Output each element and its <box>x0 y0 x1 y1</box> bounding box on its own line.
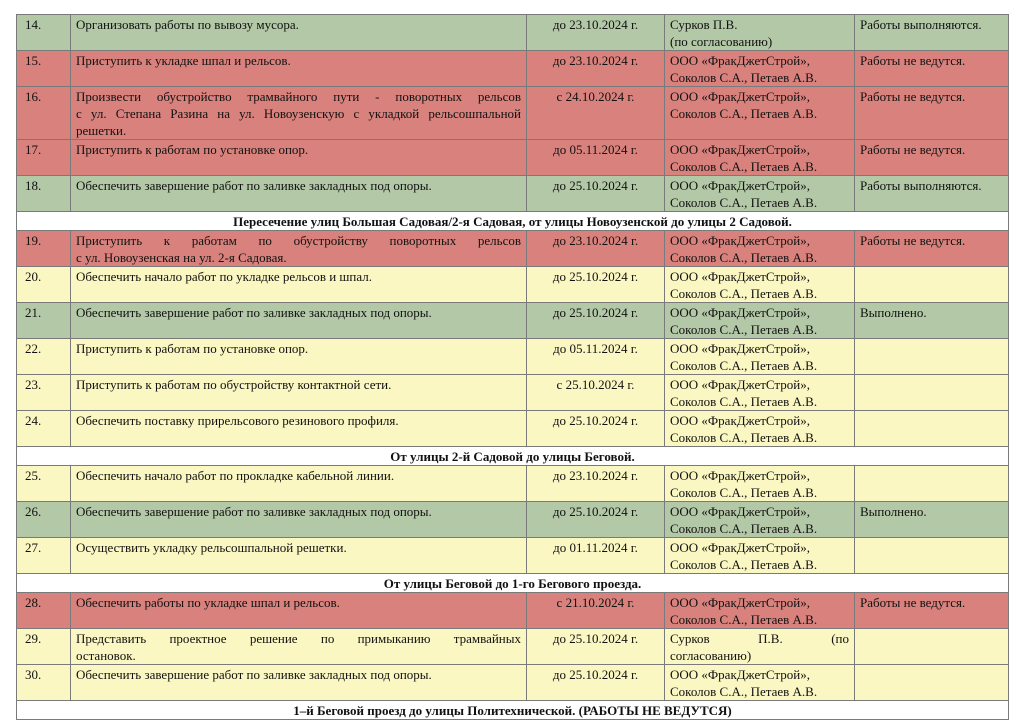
task-text-line: Обеспечить завершение работ по заливке закладных под опоры. <box>76 504 432 519</box>
responsible-text-line: (по согласованию) <box>670 34 773 49</box>
deadline-cell: до 05.11.2024 г. <box>527 140 665 176</box>
task-cell <box>71 411 527 447</box>
row-number: 30. <box>17 665 71 701</box>
task-text-line: Приступить к укладке шпал и рельсов. <box>76 53 291 68</box>
table-row <box>17 502 1009 538</box>
deadline-cell: до 25.10.2024 г. <box>527 665 665 701</box>
responsible-text-line: ООО «ФракДжетСтрой», <box>670 233 810 248</box>
row-number: 16. <box>17 87 71 140</box>
status-cell <box>855 466 1009 502</box>
responsible-cell <box>665 629 855 665</box>
table-row <box>17 593 1009 629</box>
task-cell <box>71 466 527 502</box>
task-text-line: с ул. Степана Разина на ул. Новоузенскую с укладкой рельсошпальной <box>76 106 521 121</box>
task-text-line: Обеспечить завершение работ по заливке закладных под опоры. <box>76 305 432 320</box>
deadline-cell: до 25.10.2024 г. <box>527 411 665 447</box>
responsible-cell <box>665 303 855 339</box>
deadline-cell: до 01.11.2024 г. <box>527 538 665 574</box>
task-cell <box>71 502 527 538</box>
responsible-cell <box>665 339 855 375</box>
responsible-text-line: Соколов С.А., Петаев А.В. <box>670 195 818 210</box>
responsible-text-line: Соколов С.А., Петаев А.В. <box>670 521 818 536</box>
table-row <box>17 303 1009 339</box>
task-text-line: Приступить к работам по установке опор. <box>76 142 309 157</box>
row-number: 23. <box>17 375 71 411</box>
row-number: 29. <box>17 629 71 665</box>
task-cell <box>71 51 527 87</box>
task-cell <box>71 87 527 140</box>
responsible-text-line: Соколов С.А., Петаев А.В. <box>670 557 818 572</box>
row-number: 25. <box>17 466 71 502</box>
status-cell <box>855 267 1009 303</box>
status-cell: Работы не ведутся. <box>855 51 1009 87</box>
responsible-text-line: ООО «ФракДжетСтрой», <box>670 89 810 104</box>
section-title: От улицы Беговой до 1-го Бегового проезда. <box>17 574 1009 593</box>
status-cell: Работы не ведутся. <box>855 231 1009 267</box>
responsible-text-line: ООО «ФракДжетСтрой», <box>670 269 810 284</box>
responsible-text-line: Соколов С.А., Петаев А.В. <box>670 358 818 373</box>
responsible-text-line: ООО «ФракДжетСтрой», <box>670 504 810 519</box>
responsible-cell <box>665 466 855 502</box>
deadline-cell: до 23.10.2024 г. <box>527 466 665 502</box>
row-number: 28. <box>17 593 71 629</box>
row-number: 27. <box>17 538 71 574</box>
responsible-text-line: Соколов С.А., Петаев А.В. <box>670 430 818 445</box>
responsible-cell <box>665 375 855 411</box>
responsible-text-line: ООО «ФракДжетСтрой», <box>670 142 810 157</box>
status-cell <box>855 411 1009 447</box>
responsible-text-line: Соколов С.А., Петаев А.В. <box>670 684 818 699</box>
table-row <box>17 176 1009 212</box>
task-text-line: Приступить к работам по обустройству поворотных рельсов <box>76 233 521 248</box>
status-cell: Выполнено. <box>855 502 1009 538</box>
deadline-cell: с 25.10.2024 г. <box>527 375 665 411</box>
row-number: 20. <box>17 267 71 303</box>
deadline-cell: до 23.10.2024 г. <box>527 51 665 87</box>
deadline-cell: до 23.10.2024 г. <box>527 231 665 267</box>
status-cell: Работы выполняются. <box>855 15 1009 51</box>
responsible-text-line: ООО «ФракДжетСтрой», <box>670 377 810 392</box>
section-title: 1–й Беговой проезд до улицы Политехнической. (РАБОТЫ НЕ ВЕДУТСЯ) <box>17 701 1009 720</box>
task-text-line: Обеспечить работы по укладке шпал и рельсов. <box>76 595 340 610</box>
deadline-cell: с 24.10.2024 г. <box>527 87 665 140</box>
task-text-line: Обеспечить завершение работ по заливке закладных под опоры. <box>76 178 432 193</box>
task-text-line: с ул. Новоузенская на ул. 2-я Садовая. <box>76 250 287 265</box>
task-cell <box>71 176 527 212</box>
deadline-cell: до 25.10.2024 г. <box>527 303 665 339</box>
status-cell <box>855 665 1009 701</box>
task-cell <box>71 339 527 375</box>
status-cell <box>855 339 1009 375</box>
deadline-cell: до 25.10.2024 г. <box>527 502 665 538</box>
row-number: 26. <box>17 502 71 538</box>
table-row <box>17 538 1009 574</box>
section-title: Пересечение улиц Большая Садовая/2-я Садовая, от улицы Новоузенской до улицы 2 Садовой. <box>17 212 1009 231</box>
responsible-text-line: Соколов С.А., Петаев А.В. <box>670 612 818 627</box>
status-cell <box>855 375 1009 411</box>
task-text-line: Представить проектное решение по примыканию трамвайных <box>76 631 521 646</box>
responsible-cell <box>665 411 855 447</box>
responsible-cell <box>665 87 855 140</box>
task-text-line: Обеспечить поставку прирельсового резинового профиля. <box>76 413 399 428</box>
row-number: 19. <box>17 231 71 267</box>
table-row <box>17 665 1009 701</box>
responsible-cell <box>665 267 855 303</box>
section-header-row <box>17 447 1009 466</box>
section-title: От улицы 2-й Садовой до улицы Беговой. <box>17 447 1009 466</box>
section-header-row <box>17 574 1009 593</box>
status-cell <box>855 538 1009 574</box>
responsible-text-line: ООО «ФракДжетСтрой», <box>670 341 810 356</box>
task-text-line: Обеспечить завершение работ по заливке закладных под опоры. <box>76 667 432 682</box>
deadline-cell: до 25.10.2024 г. <box>527 267 665 303</box>
responsible-text-line: согласованию) <box>670 648 752 663</box>
responsible-text-line: ООО «ФракДжетСтрой», <box>670 595 810 610</box>
responsible-cell <box>665 538 855 574</box>
deadline-cell: до 25.10.2024 г. <box>527 629 665 665</box>
table-row <box>17 140 1009 176</box>
schedule-table <box>16 14 1009 720</box>
responsible-text-line: ООО «ФракДжетСтрой», <box>670 468 810 483</box>
task-cell <box>71 267 527 303</box>
responsible-text-line: ООО «ФракДжетСтрой», <box>670 305 810 320</box>
responsible-text-line: Соколов С.А., Петаев А.В. <box>670 286 818 301</box>
deadline-cell: до 05.11.2024 г. <box>527 339 665 375</box>
task-text-line: Организовать работы по вывозу мусора. <box>76 17 299 32</box>
section-header-row <box>17 212 1009 231</box>
section-header-row <box>17 701 1009 720</box>
responsible-text-line: ООО «ФракДжетСтрой», <box>670 667 810 682</box>
row-number: 21. <box>17 303 71 339</box>
row-number: 22. <box>17 339 71 375</box>
table-row <box>17 87 1009 140</box>
table-row <box>17 411 1009 447</box>
responsible-cell <box>665 140 855 176</box>
row-number: 15. <box>17 51 71 87</box>
task-cell <box>71 303 527 339</box>
responsible-text-line: ООО «ФракДжетСтрой», <box>670 178 810 193</box>
status-cell: Работы не ведутся. <box>855 140 1009 176</box>
table-row <box>17 51 1009 87</box>
status-cell: Работы выполняются. <box>855 176 1009 212</box>
responsible-text-line: Соколов С.А., Петаев А.В. <box>670 322 818 337</box>
responsible-cell <box>665 593 855 629</box>
status-cell: Выполнено. <box>855 303 1009 339</box>
task-text-line: Осуществить укладку рельсошпальной решетки. <box>76 540 347 555</box>
responsible-text-line: ООО «ФракДжетСтрой», <box>670 540 810 555</box>
responsible-text-line: Соколов С.А., Петаев А.В. <box>670 70 818 85</box>
responsible-text-line: Соколов С.А., Петаев А.В. <box>670 485 818 500</box>
row-number: 14. <box>17 15 71 51</box>
task-cell <box>71 593 527 629</box>
task-text-line: Приступить к работам по обустройству контактной сети. <box>76 377 392 392</box>
task-cell <box>71 140 527 176</box>
task-cell <box>71 665 527 701</box>
task-cell <box>71 231 527 267</box>
responsible-text-line: Сурков П.В. <box>670 17 738 32</box>
table-row <box>17 339 1009 375</box>
deadline-cell: до 25.10.2024 г. <box>527 176 665 212</box>
task-cell <box>71 15 527 51</box>
responsible-text-line: Соколов С.А., Петаев А.В. <box>670 106 818 121</box>
responsible-text-line: ООО «ФракДжетСтрой», <box>670 413 810 428</box>
deadline-cell: с 21.10.2024 г. <box>527 593 665 629</box>
status-cell <box>855 629 1009 665</box>
schedule-table-body <box>17 15 1009 720</box>
task-text-line: Приступить к работам по установке опор. <box>76 341 309 356</box>
table-row <box>17 15 1009 51</box>
responsible-text-line: Соколов С.А., Петаев А.В. <box>670 250 818 265</box>
responsible-cell <box>665 15 855 51</box>
table-row <box>17 231 1009 267</box>
status-cell: Работы не ведутся. <box>855 87 1009 140</box>
task-text-line: решетки. <box>76 123 127 138</box>
responsible-text-line: Соколов С.А., Петаев А.В. <box>670 394 818 409</box>
task-cell <box>71 375 527 411</box>
responsible-cell <box>665 665 855 701</box>
table-row <box>17 375 1009 411</box>
task-text-line: остановок. <box>76 648 136 663</box>
row-number: 17. <box>17 140 71 176</box>
table-row <box>17 267 1009 303</box>
task-text-line: Обеспечить начало работ по укладке рельсов и шпал. <box>76 269 373 284</box>
responsible-cell <box>665 176 855 212</box>
responsible-cell <box>665 231 855 267</box>
row-number: 18. <box>17 176 71 212</box>
table-row <box>17 466 1009 502</box>
status-cell: Работы не ведутся. <box>855 593 1009 629</box>
row-number: 24. <box>17 411 71 447</box>
responsible-text-line: Соколов С.А., Петаев А.В. <box>670 159 818 174</box>
task-cell <box>71 629 527 665</box>
deadline-cell: до 23.10.2024 г. <box>527 15 665 51</box>
responsible-cell <box>665 51 855 87</box>
table-row <box>17 629 1009 665</box>
responsible-cell <box>665 502 855 538</box>
task-cell <box>71 538 527 574</box>
responsible-text-line: Сурков П.В. (по <box>670 631 849 646</box>
responsible-text-line: ООО «ФракДжетСтрой», <box>670 53 810 68</box>
task-text-line: Произвести обустройство трамвайного пути - поворотных рельсов <box>76 89 521 104</box>
task-text-line: Обеспечить начало работ по прокладке кабельной линии. <box>76 468 395 483</box>
